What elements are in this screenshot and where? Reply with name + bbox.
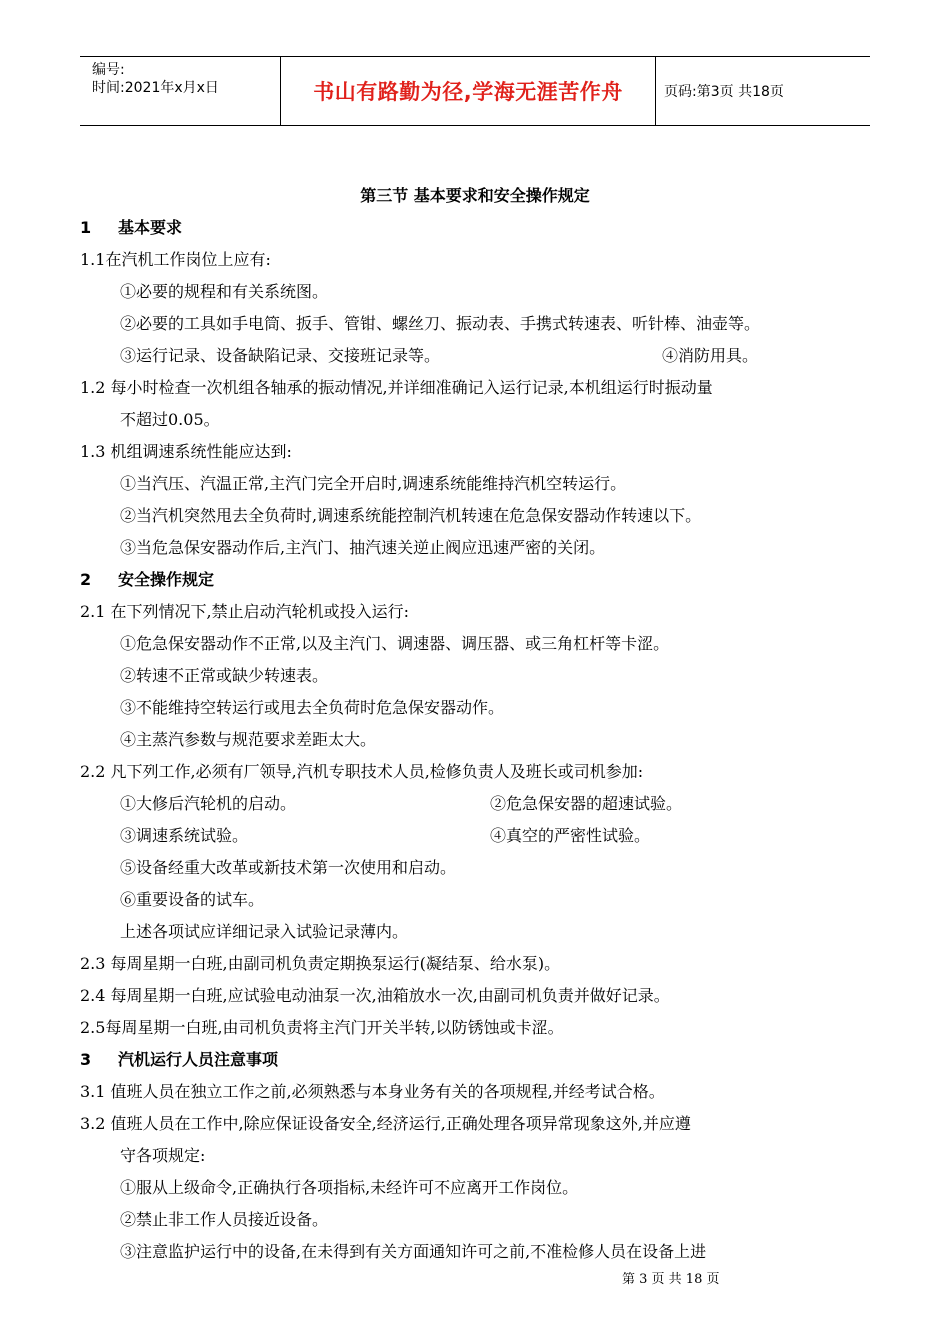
list-item: ②危急保安器的超速试验。 (490, 794, 683, 813)
list-row (80, 788, 870, 820)
document-header (80, 56, 870, 126)
list-item: ②禁止非工作人员接近设备。 (120, 1210, 329, 1229)
heading-number: 3 (80, 1050, 92, 1069)
header-meta (80, 57, 280, 125)
heading-1 (80, 212, 870, 244)
list-item: ①当汽压、汽温正常,主汽门完全开启时,调速系统能维持汽机空转运行。 (120, 474, 627, 493)
list-item: ④真空的严密性试验。 (490, 826, 651, 845)
heading-3 (80, 1044, 870, 1076)
header-page-info: 页码:第3页 共18页 (664, 84, 784, 100)
clause-3-1: 3.1 值班人员在独立工作之前,必须熟悉与本身业务有关的各项规程,并经考试合格。 (80, 1082, 665, 1101)
list-item: ④主蒸汽参数与规范要求差距太大。 (120, 730, 377, 749)
clause-1-2-cont: 不超过0.05。 (120, 410, 220, 429)
list-row (80, 820, 870, 852)
list-item: ①大修后汽轮机的启动。 (120, 794, 297, 813)
list-item: ②当汽机突然甩去全负荷时,调速系统能控制汽机转速在危急保安器动作转速以下。 (120, 506, 702, 525)
heading-2 (80, 564, 870, 596)
clause-1-3: 1.3 机组调速系统性能应达到: (80, 442, 292, 461)
clause-2-4: 2.4 每周星期一白班,应试验电动油泵一次,油箱放水一次,由副司机负责并做好记录。 (80, 986, 670, 1005)
section-title: 第三节 基本要求和安全操作规定 (360, 186, 590, 205)
list-item: ③运行记录、设备缺陷记录、交接班记录等。 (120, 346, 441, 365)
heading-number: 2 (80, 570, 92, 589)
list-item: ③调速系统试验。 (120, 826, 249, 845)
document-body (80, 180, 870, 1268)
header-motto: 书山有路勤为径,学海无涯苦作舟 (280, 57, 656, 125)
clause-2-1: 2.1 在下列情况下,禁止启动汽轮机或投入运行: (80, 602, 410, 621)
list-item: ③当危急保安器动作后,主汽门、抽汽速关逆止阀应迅速严密的关闭。 (120, 538, 606, 557)
list-item: ④消防用具。 (662, 346, 759, 365)
page-footer: 第 3 页 共 18 页 (622, 1272, 720, 1287)
heading-number: 1 (80, 218, 92, 237)
list-item: ③不能维持空转运行或甩去全负荷时危急保安器动作。 (120, 698, 505, 717)
list-item: ②转速不正常或缺少转速表。 (120, 666, 329, 685)
number-label: 编号: (92, 62, 125, 78)
clause-3-2-cont: 守各项规定: (120, 1146, 206, 1165)
clause-2-2: 2.2 凡下列工作,必须有厂领导,汽机专职技术人员,检修负责人及班长或司机参加: (80, 762, 644, 781)
list-row (80, 340, 870, 372)
clause-3-2: 3.2 值班人员在工作中,除应保证设备安全,经济运行,正确处理各项异常现象这外,并应遵 (80, 1114, 691, 1133)
list-item: ①服从上级命令,正确执行各项指标,未经许可不应离开工作岗位。 (120, 1178, 579, 1197)
heading-text: 汽机运行人员注意事项 (118, 1050, 279, 1069)
list-item: ⑥重要设备的试车。 (120, 890, 265, 909)
clause-2-3: 2.3 每周星期一白班,由副司机负责定期换泵运行(凝结泵、给水泵)。 (80, 954, 561, 973)
list-item: ①危急保安器动作不正常,以及主汽门、调速器、调压器、或三角杠杆等卡涩。 (120, 634, 670, 653)
clause-1-2: 1.2 每小时检查一次机组各轴承的振动情况,并详细准确记入运行记录,本机组运行时振动量 (80, 378, 713, 397)
time-label: 时间:2021年x月x日 (92, 80, 219, 96)
heading-text: 基本要求 (118, 218, 183, 237)
list-item: ⑤设备经重大改革或新技术第一次使用和启动。 (120, 858, 457, 877)
clause-2-5: 2.5每周星期一白班,由司机负责将主汽门开关半转,以防锈蚀或卡涩。 (80, 1018, 564, 1037)
list-item: ①必要的规程和有关系统图。 (120, 282, 329, 301)
list-item: ③注意监护运行中的设备,在未得到有关方面通知许可之前,不准检修人员在设备上进 (120, 1242, 707, 1261)
list-item: ②必要的工具如手电筒、扳手、管钳、螺丝刀、振动表、手携式转速表、听针棒、油壶等。 (120, 314, 761, 333)
clause-1-1: 1.1在汽机工作岗位上应有: (80, 250, 271, 269)
note-line: 上述各项试应详细记录入试验记录薄内。 (120, 922, 409, 941)
heading-text: 安全操作规定 (118, 570, 215, 589)
